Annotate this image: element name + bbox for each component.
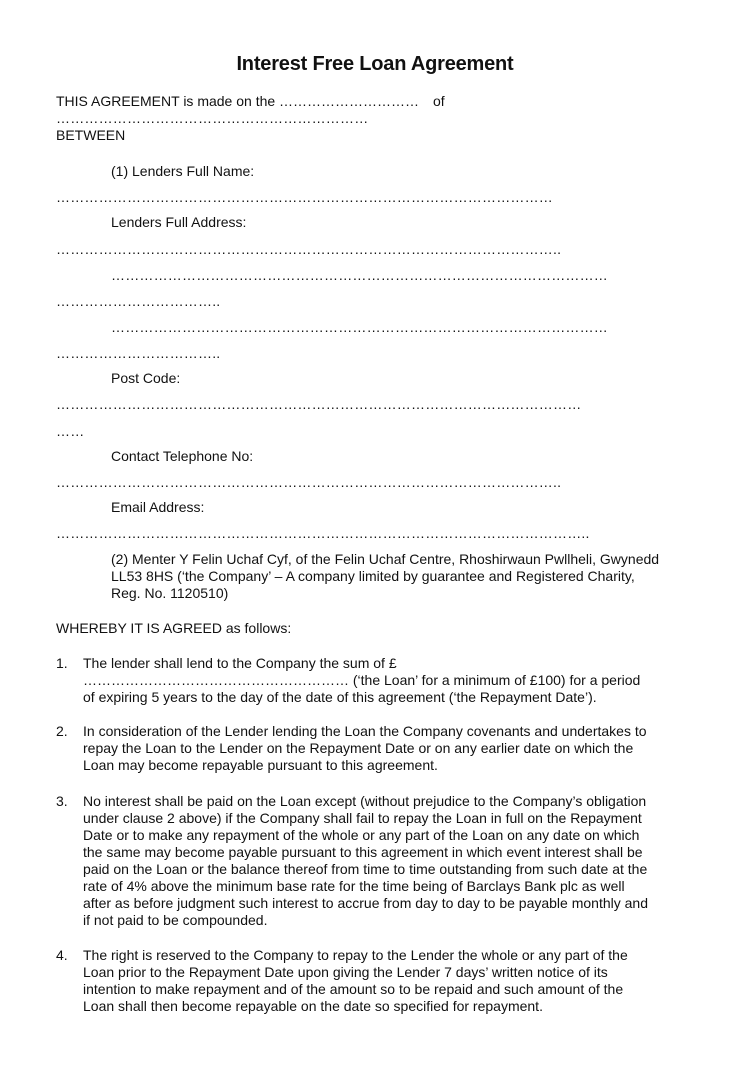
clause-line: No interest shall be paid on the Loan except (without prejudice to the Company’s obligation — [83, 793, 647, 809]
clause-line: In consideration of the Lender lending the Loan the Company covenants and undertakes to — [83, 723, 647, 739]
clause-line: Loan prior to the Repayment Date upon giving the Lender 7 days’ written notice of its — [83, 964, 608, 980]
clause-line: intention to make repayment and of the amount so to be repaid and such amount of the — [83, 981, 624, 997]
clause-line: Loan shall then become repayable on the date so specified for repayment. — [83, 998, 543, 1014]
clause-line: The right is reserved to the Company to repay to the Lender the whole or any part of the — [83, 947, 628, 963]
between-label: BETWEEN — [56, 127, 126, 143]
lender-address-line-4[interactable]: …………………………………………………………………………………………… — [111, 319, 608, 335]
lender-address-line-2[interactable]: …………………………………………………………………………………………… — [111, 267, 608, 283]
phone-label: Contact Telephone No: — [111, 448, 254, 464]
postcode-label: Post Code: — [111, 370, 181, 386]
clause-line: The lender shall lend to the Company the sum of £ — [83, 655, 397, 671]
email-line[interactable]: ………………………………………………………………………………………………….. — [56, 525, 590, 541]
lender-name-line[interactable]: …………………………………………………………………………………………… — [56, 189, 553, 205]
clause-line: Loan may become repayable pursuant to this agreement. — [83, 757, 438, 773]
lender-address-line-1[interactable]: …………………………………………………………………………………………….. — [56, 241, 562, 257]
clause-number: 3. — [56, 793, 68, 809]
intro-of: of — [433, 93, 445, 109]
lender-address-label: Lenders Full Address: — [111, 214, 247, 230]
clause-line: the same may become payable pursuant to this agreement in which event interest shall be — [83, 844, 643, 860]
intro-of-line[interactable]: ………………………………………………………… — [56, 110, 369, 126]
whereby-heading: WHEREBY IT IS AGREED as follows: — [56, 620, 292, 636]
clause-line: Date or to make any repayment of the whole or any part of the Loan on any date on which — [83, 827, 640, 843]
lender-address-line-5[interactable]: …………………………….. — [56, 345, 221, 361]
clause-number: 4. — [56, 947, 68, 963]
email-label: Email Address: — [111, 499, 205, 515]
clause-line: if not paid to be compounded. — [83, 912, 268, 928]
lender-address-line-3[interactable]: …………………………….. — [56, 293, 221, 309]
postcode-line-1[interactable]: ………………………………………………………………………………………………… — [56, 396, 582, 412]
lender-name-label: (1) Lenders Full Name: — [111, 163, 255, 179]
clause-line: under clause 2 above) if the Company shall fail to repay the Loan in full on the Repayment — [83, 810, 642, 826]
clause-line: after as before judgment such interest to accrue from day to day to be payable monthly and — [83, 895, 648, 911]
intro-made-on: THIS AGREEMENT is made on the ………………………… — [56, 93, 420, 109]
clause-line: rate of 4% above the minimum base rate for the time being of Barclays Bank plc as well — [83, 878, 625, 894]
clause-number: 1. — [56, 655, 68, 671]
document-title: Interest Free Loan Agreement — [236, 53, 514, 75]
phone-line[interactable]: …………………………………………………………………………………………….. — [56, 474, 562, 490]
clause-line: of expiring 5 years to the day of the date of this agreement (‘the Repayment Date’). — [83, 689, 597, 705]
company-line-1: (2) Menter Y Felin Uchaf Cyf, of the Felin Uchaf Centre, Rhoshirwaun Pwllheli, Gwynedd — [111, 551, 660, 567]
clause-line: repay the Loan to the Lender on the Repayment Date or on any earlier date on which the — [83, 740, 634, 756]
company-line-3: Reg. No. 1120510) — [111, 585, 229, 601]
company-line-2: LL53 8HS (‘the Company’ – A company limited by guarantee and Registered Charity, — [111, 568, 635, 584]
clause-line: ………………………………………………… (‘the Loan’ for a minimum of £100) for a period — [83, 672, 641, 688]
clause-number: 2. — [56, 723, 68, 739]
postcode-line-2[interactable]: …… — [56, 423, 85, 439]
clause-line: paid on the Loan or the balance thereof from time to time outstanding from such date at the — [83, 861, 648, 877]
